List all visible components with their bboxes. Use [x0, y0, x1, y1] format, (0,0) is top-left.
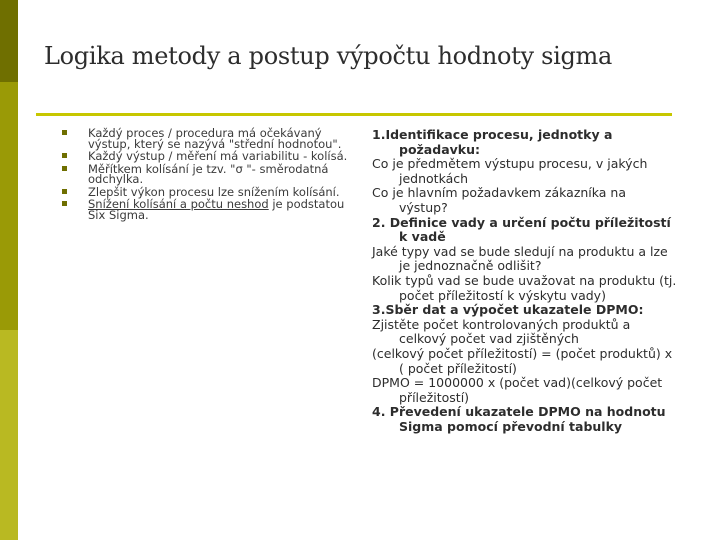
square-bullet-icon [62, 153, 67, 158]
bullet-item [62, 151, 362, 162]
step-text: Co je předmětem výstupu procesu, v jakých jednotkách [372, 156, 648, 186]
square-bullet-icon [62, 130, 67, 135]
bullet-item [62, 184, 362, 199]
bullet-text: je podstatou Six Sigma. [88, 197, 345, 222]
bullet-item [62, 199, 362, 220]
sidebar-segment-light [0, 330, 18, 540]
bullet-text: Každý výstup / měření má variabilitu - kolísá. [88, 149, 348, 163]
bullet-text: Zlepšit výkon procesu lze snížením kolísání. [88, 184, 340, 199]
procedure-steps [372, 128, 678, 434]
title-divider [36, 113, 672, 116]
square-bullet-icon [62, 166, 67, 171]
step-text: DPMO = 1000000 x (počet vad)(celkový počet příležitostí) [372, 375, 663, 405]
bullet-text: Měřítkem kolísání je tzv. "σ "- směrodatná odchylka. [88, 161, 329, 186]
step-heading: 3.Sběr dat a výpočet ukazatele DPMO: [372, 302, 644, 318]
step-heading: 4. Převedení ukazatele DPMO na hodnotu Sigma pomocí převodní tabulky [372, 404, 666, 434]
step-text: Kolik typů vad se bude uvažovat na produktu (tj. počet příležitostí k výskytu vady) [372, 272, 677, 303]
bullet-underlined-text: Snížení kolísání a počtu neshod [88, 197, 269, 211]
step-text: Zjistěte počet kontrolovaných produktů a celkový počet vad zjištěných [372, 316, 631, 347]
bullet-text: Každý proces / procedura má očekávaný výstup, který se nazývá "střední hodnotou". [88, 126, 342, 151]
step-heading: 2. Definice vady a určení počtu příležitostí k vadě [372, 214, 671, 245]
sidebar-stripe [0, 0, 18, 540]
bullet-list [62, 128, 362, 222]
bullet-item [62, 128, 362, 149]
slide-title: Logika metody a postup výpočtu hodnoty sigma [44, 42, 613, 70]
square-bullet-icon [62, 201, 67, 206]
step-heading: 1.Identifikace procesu, jednotky a požadavku: [372, 127, 613, 157]
step-text: Co je hlavním požadavkem zákazníka na výstup? [372, 185, 627, 215]
bullet-item [62, 161, 362, 186]
step-text: (celkový počet příležitostí) = (počet produktů) x ( počet příležitostí) [372, 345, 673, 376]
square-bullet-icon [62, 189, 67, 194]
step-text: Jaké typy vad se bude sledují na produktu a lze je jednoznačně odlišit? [372, 243, 668, 274]
sidebar-segment-mid [0, 82, 18, 330]
sidebar-segment-dark [0, 0, 18, 82]
